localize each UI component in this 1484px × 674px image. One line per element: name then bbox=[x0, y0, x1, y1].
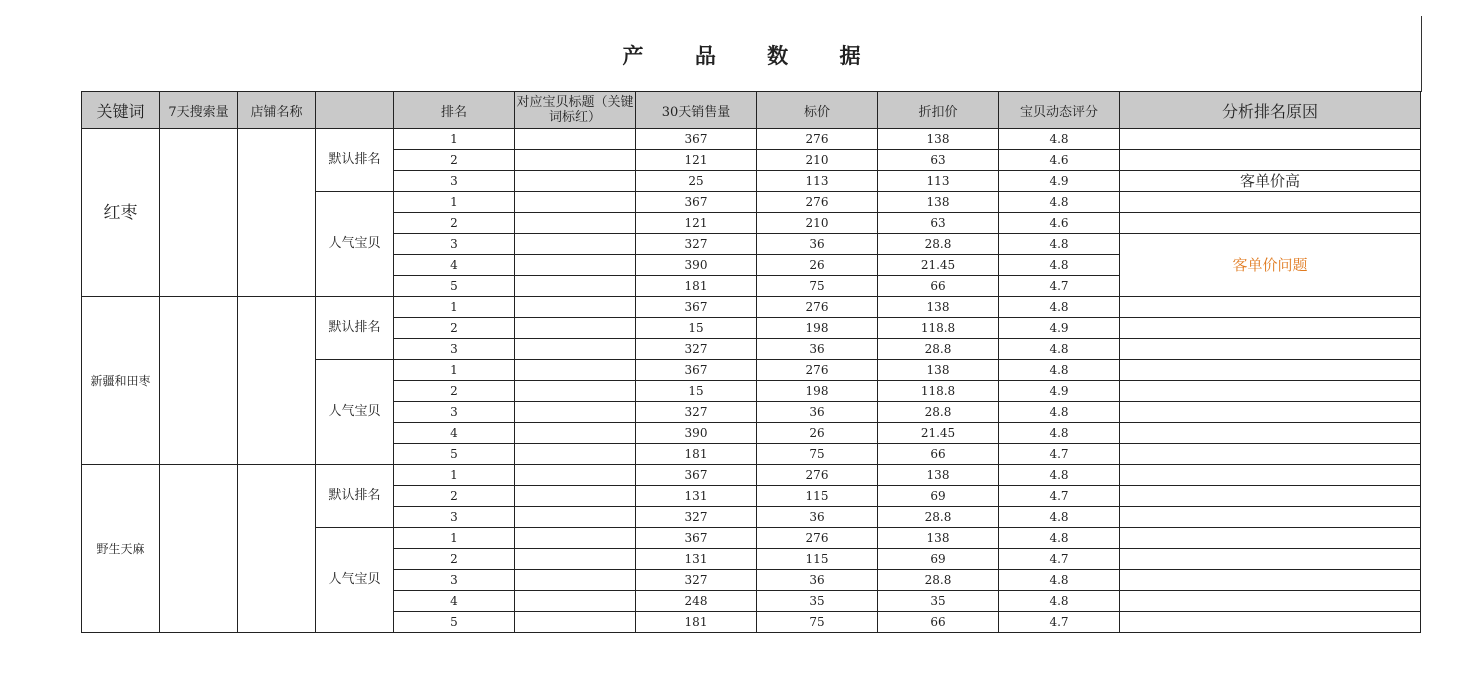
discount-cell: 138 bbox=[878, 129, 999, 150]
rank-cell: 5 bbox=[394, 276, 515, 297]
price-cell: 210 bbox=[757, 213, 878, 234]
rank-cell: 4 bbox=[394, 255, 515, 276]
price-cell: 113 bbox=[757, 171, 878, 192]
score-cell: 4.8 bbox=[999, 423, 1120, 444]
price-cell: 198 bbox=[757, 318, 878, 339]
price-cell: 36 bbox=[757, 234, 878, 255]
discount-cell: 63 bbox=[878, 150, 999, 171]
rank-cell: 5 bbox=[394, 612, 515, 633]
rank-cell: 4 bbox=[394, 591, 515, 612]
reason-cell bbox=[1120, 507, 1421, 528]
rank-cell: 1 bbox=[394, 129, 515, 150]
rank-cell: 1 bbox=[394, 192, 515, 213]
search-volume-cell bbox=[160, 129, 238, 297]
score-cell: 4.8 bbox=[999, 255, 1120, 276]
group-label-cell: 人气宝贝 bbox=[316, 192, 394, 297]
rank-cell: 2 bbox=[394, 150, 515, 171]
rank-cell: 3 bbox=[394, 339, 515, 360]
reason-cell bbox=[1120, 423, 1421, 444]
sales-cell: 327 bbox=[636, 402, 757, 423]
header-shop-name: 店铺名称 bbox=[238, 92, 316, 129]
item-title-cell bbox=[515, 402, 636, 423]
reason-cell bbox=[1120, 570, 1421, 591]
sales-cell: 327 bbox=[636, 339, 757, 360]
sales-cell: 327 bbox=[636, 234, 757, 255]
price-cell: 276 bbox=[757, 192, 878, 213]
header-keyword: 关键词 bbox=[82, 92, 160, 129]
reason-cell-highlight: 客单价问题 bbox=[1120, 234, 1421, 297]
sales-cell: 367 bbox=[636, 192, 757, 213]
discount-cell: 28.8 bbox=[878, 234, 999, 255]
header-discount: 折扣价 bbox=[878, 92, 999, 129]
group-label-cell: 默认排名 bbox=[316, 465, 394, 528]
price-cell: 75 bbox=[757, 444, 878, 465]
item-title-cell bbox=[515, 339, 636, 360]
price-cell: 26 bbox=[757, 255, 878, 276]
reason-cell bbox=[1120, 549, 1421, 570]
discount-cell: 66 bbox=[878, 612, 999, 633]
table-row bbox=[82, 129, 1421, 150]
sales-cell: 15 bbox=[636, 318, 757, 339]
item-title-cell bbox=[515, 444, 636, 465]
sales-cell: 248 bbox=[636, 591, 757, 612]
reason-cell bbox=[1120, 339, 1421, 360]
score-cell: 4.6 bbox=[999, 213, 1120, 234]
item-title-cell bbox=[515, 465, 636, 486]
reason-cell bbox=[1120, 486, 1421, 507]
score-cell: 4.9 bbox=[999, 171, 1120, 192]
price-cell: 36 bbox=[757, 507, 878, 528]
score-cell: 4.8 bbox=[999, 339, 1120, 360]
shop-name-cell bbox=[238, 129, 316, 297]
sales-cell: 131 bbox=[636, 486, 757, 507]
discount-cell: 21.45 bbox=[878, 423, 999, 444]
keyword-cell: 野生天麻 bbox=[82, 465, 160, 633]
discount-cell: 66 bbox=[878, 444, 999, 465]
group-label-cell: 默认排名 bbox=[316, 129, 394, 192]
sales-cell: 390 bbox=[636, 255, 757, 276]
rank-cell: 1 bbox=[394, 465, 515, 486]
header-search-volume: 7天搜索量 bbox=[160, 92, 238, 129]
discount-cell: 113 bbox=[878, 171, 999, 192]
discount-cell: 138 bbox=[878, 465, 999, 486]
header-item-title: 对应宝贝标题（关键词标红） bbox=[515, 92, 636, 129]
search-volume-cell bbox=[160, 297, 238, 465]
item-title-cell bbox=[515, 591, 636, 612]
score-cell: 4.7 bbox=[999, 612, 1120, 633]
price-cell: 276 bbox=[757, 297, 878, 318]
price-cell: 115 bbox=[757, 486, 878, 507]
shop-name-cell bbox=[238, 465, 316, 633]
item-title-cell bbox=[515, 255, 636, 276]
item-title-cell bbox=[515, 423, 636, 444]
sales-cell: 121 bbox=[636, 150, 757, 171]
discount-cell: 28.8 bbox=[878, 339, 999, 360]
sales-cell: 181 bbox=[636, 444, 757, 465]
sales-cell: 131 bbox=[636, 549, 757, 570]
score-cell: 4.6 bbox=[999, 150, 1120, 171]
sales-cell: 367 bbox=[636, 297, 757, 318]
header-row bbox=[82, 92, 1421, 129]
price-cell: 198 bbox=[757, 381, 878, 402]
score-cell: 4.8 bbox=[999, 528, 1120, 549]
discount-cell: 118.8 bbox=[878, 318, 999, 339]
score-cell: 4.9 bbox=[999, 381, 1120, 402]
group-label-cell: 人气宝贝 bbox=[316, 528, 394, 633]
rank-cell: 3 bbox=[394, 570, 515, 591]
score-cell: 4.8 bbox=[999, 360, 1120, 381]
sales-cell: 390 bbox=[636, 423, 757, 444]
rank-cell: 3 bbox=[394, 171, 515, 192]
price-cell: 36 bbox=[757, 402, 878, 423]
keyword-cell: 红枣 bbox=[82, 129, 160, 297]
rank-cell: 1 bbox=[394, 297, 515, 318]
reason-cell bbox=[1120, 381, 1421, 402]
rank-cell: 1 bbox=[394, 528, 515, 549]
product-data-table bbox=[81, 91, 1421, 633]
discount-cell: 63 bbox=[878, 213, 999, 234]
rank-cell: 2 bbox=[394, 213, 515, 234]
reason-cell bbox=[1120, 129, 1421, 150]
item-title-cell bbox=[515, 171, 636, 192]
sales-cell: 15 bbox=[636, 381, 757, 402]
sales-cell: 327 bbox=[636, 507, 757, 528]
sales-cell: 367 bbox=[636, 528, 757, 549]
price-cell: 36 bbox=[757, 570, 878, 591]
discount-cell: 66 bbox=[878, 276, 999, 297]
rank-cell: 3 bbox=[394, 507, 515, 528]
group-label-cell: 默认排名 bbox=[316, 297, 394, 360]
discount-cell: 69 bbox=[878, 549, 999, 570]
rank-cell: 3 bbox=[394, 402, 515, 423]
discount-cell: 138 bbox=[878, 297, 999, 318]
price-cell: 276 bbox=[757, 465, 878, 486]
discount-cell: 138 bbox=[878, 192, 999, 213]
table-row bbox=[82, 297, 1421, 318]
item-title-cell bbox=[515, 528, 636, 549]
rank-cell: 4 bbox=[394, 423, 515, 444]
item-title-cell bbox=[515, 150, 636, 171]
price-cell: 75 bbox=[757, 276, 878, 297]
rank-cell: 2 bbox=[394, 549, 515, 570]
item-title-cell bbox=[515, 297, 636, 318]
sales-cell: 181 bbox=[636, 276, 757, 297]
item-title-cell bbox=[515, 486, 636, 507]
reason-cell bbox=[1120, 192, 1421, 213]
score-cell: 4.8 bbox=[999, 402, 1120, 423]
header-rank: 排名 bbox=[394, 92, 515, 129]
score-cell: 4.8 bbox=[999, 234, 1120, 255]
reason-cell bbox=[1120, 528, 1421, 549]
item-title-cell bbox=[515, 570, 636, 591]
search-volume-cell bbox=[160, 465, 238, 633]
sales-cell: 367 bbox=[636, 129, 757, 150]
sales-cell: 367 bbox=[636, 360, 757, 381]
reason-cell: 客单价高 bbox=[1120, 171, 1421, 192]
header-group bbox=[316, 92, 394, 129]
discount-cell: 118.8 bbox=[878, 381, 999, 402]
shop-name-cell bbox=[238, 297, 316, 465]
header-reason: 分析排名原因 bbox=[1120, 92, 1421, 129]
score-cell: 4.8 bbox=[999, 507, 1120, 528]
discount-cell: 28.8 bbox=[878, 507, 999, 528]
reason-cell bbox=[1120, 612, 1421, 633]
reason-cell bbox=[1120, 444, 1421, 465]
score-cell: 4.7 bbox=[999, 549, 1120, 570]
item-title-cell bbox=[515, 213, 636, 234]
rank-cell: 5 bbox=[394, 444, 515, 465]
price-cell: 276 bbox=[757, 528, 878, 549]
item-title-cell bbox=[515, 360, 636, 381]
sales-cell: 25 bbox=[636, 171, 757, 192]
item-title-cell bbox=[515, 612, 636, 633]
discount-cell: 69 bbox=[878, 486, 999, 507]
price-cell: 276 bbox=[757, 360, 878, 381]
price-cell: 26 bbox=[757, 423, 878, 444]
item-title-cell bbox=[515, 549, 636, 570]
reason-cell bbox=[1120, 150, 1421, 171]
score-cell: 4.9 bbox=[999, 318, 1120, 339]
keyword-cell: 新疆和田枣 bbox=[82, 297, 160, 465]
price-cell: 75 bbox=[757, 612, 878, 633]
item-title-cell bbox=[515, 318, 636, 339]
score-cell: 4.8 bbox=[999, 465, 1120, 486]
header-price: 标价 bbox=[757, 92, 878, 129]
discount-cell: 35 bbox=[878, 591, 999, 612]
reason-cell bbox=[1120, 465, 1421, 486]
price-cell: 36 bbox=[757, 339, 878, 360]
discount-cell: 28.8 bbox=[878, 402, 999, 423]
discount-cell: 28.8 bbox=[878, 570, 999, 591]
reason-cell bbox=[1120, 591, 1421, 612]
score-cell: 4.7 bbox=[999, 486, 1120, 507]
score-cell: 4.8 bbox=[999, 129, 1120, 150]
rank-cell: 2 bbox=[394, 318, 515, 339]
score-cell: 4.8 bbox=[999, 570, 1120, 591]
score-cell: 4.8 bbox=[999, 297, 1120, 318]
score-cell: 4.7 bbox=[999, 444, 1120, 465]
reason-cell bbox=[1120, 402, 1421, 423]
page-title: 产 品 数 据 bbox=[622, 44, 883, 68]
sales-cell: 121 bbox=[636, 213, 757, 234]
price-cell: 276 bbox=[757, 129, 878, 150]
score-cell: 4.8 bbox=[999, 591, 1120, 612]
price-cell: 35 bbox=[757, 591, 878, 612]
sales-cell: 181 bbox=[636, 612, 757, 633]
header-score: 宝贝动态评分 bbox=[999, 92, 1120, 129]
rank-cell: 3 bbox=[394, 234, 515, 255]
rank-cell: 2 bbox=[394, 381, 515, 402]
discount-cell: 138 bbox=[878, 528, 999, 549]
rank-cell: 1 bbox=[394, 360, 515, 381]
item-title-cell bbox=[515, 507, 636, 528]
item-title-cell bbox=[515, 234, 636, 255]
item-title-cell bbox=[515, 276, 636, 297]
score-cell: 4.8 bbox=[999, 192, 1120, 213]
discount-cell: 21.45 bbox=[878, 255, 999, 276]
reason-cell bbox=[1120, 297, 1421, 318]
item-title-cell bbox=[515, 381, 636, 402]
price-cell: 115 bbox=[757, 549, 878, 570]
reason-cell bbox=[1120, 318, 1421, 339]
discount-cell: 138 bbox=[878, 360, 999, 381]
score-cell: 4.7 bbox=[999, 276, 1120, 297]
sales-cell: 327 bbox=[636, 570, 757, 591]
header-sales: 30天销售量 bbox=[636, 92, 757, 129]
reason-cell bbox=[1120, 360, 1421, 381]
item-title-cell bbox=[515, 192, 636, 213]
reason-cell bbox=[1120, 213, 1421, 234]
item-title-cell bbox=[515, 129, 636, 150]
sales-cell: 367 bbox=[636, 465, 757, 486]
rank-cell: 2 bbox=[394, 486, 515, 507]
table-row bbox=[82, 465, 1421, 486]
price-cell: 210 bbox=[757, 150, 878, 171]
group-label-cell: 人气宝贝 bbox=[316, 360, 394, 465]
